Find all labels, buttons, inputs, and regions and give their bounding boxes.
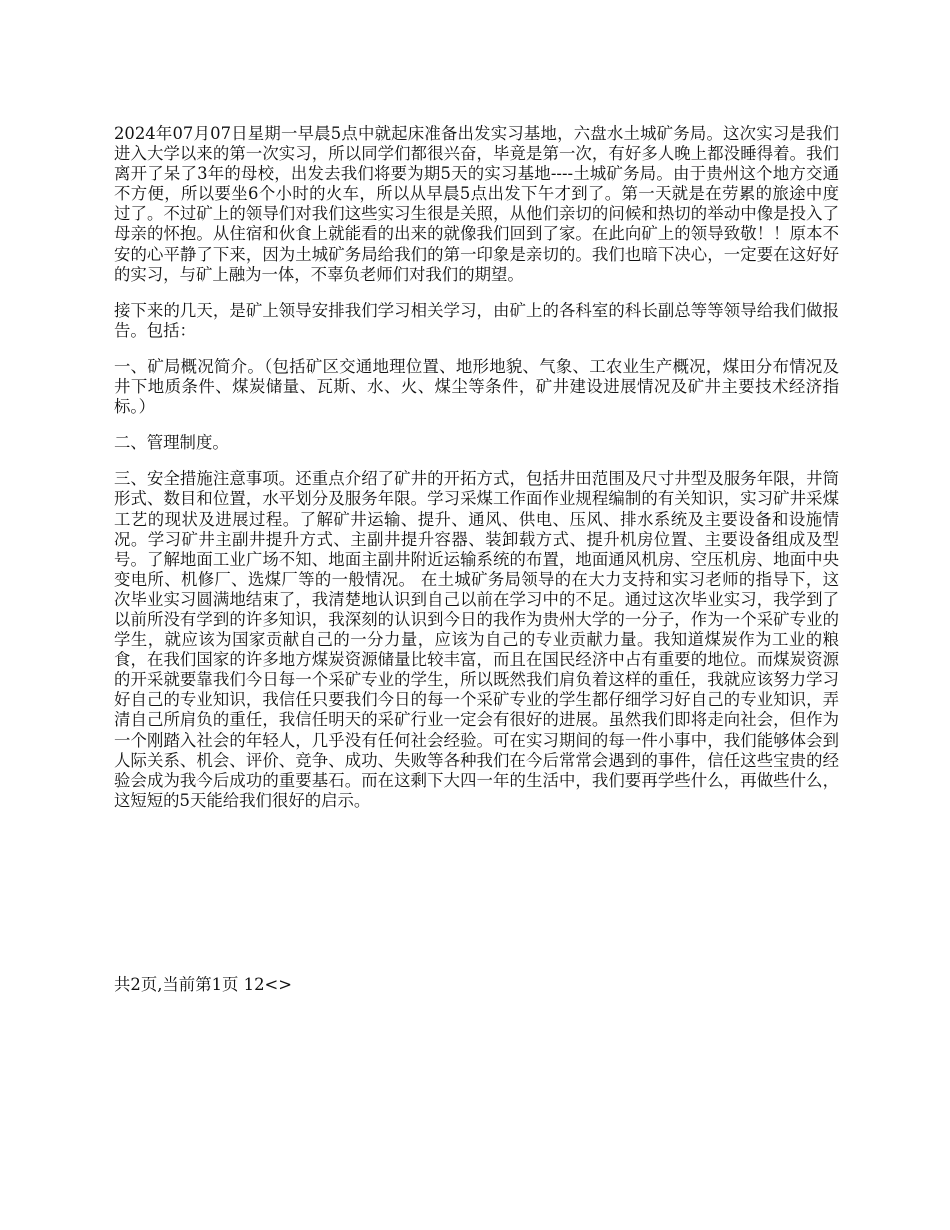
- page-1-link[interactable]: 1: [243, 975, 255, 994]
- paragraph-schedule: 接下来的几天，是矿上领导安排我们学习相关学习，由矿上的各科室的科长副总等等领导给我们做报告。包括：: [114, 300, 839, 340]
- paragraph-item-1: 一、矿局概况简介。（包括矿区交通地理位置、地形地貌、气象、工农业生产概况，煤田分布情况及井下地质条件、煤炭储量、瓦斯、水、火、煤尘等条件，矿井建设进展情况及矿井主要技术经济指标。）: [114, 356, 839, 417]
- pagination-summary: 共2页,当前第1页: [114, 975, 239, 994]
- page-2-link[interactable]: 2: [254, 975, 265, 994]
- prev-page-link[interactable]: <: [264, 975, 279, 994]
- next-page-link[interactable]: >: [278, 975, 292, 994]
- paragraph-item-3: 三、安全措施注意事项。还重点介绍了矿井的开拓方式，包括井田范围及尺寸井型及服务年限，井筒形式、数目和位置，水平划分及服务年限。学习采煤工作面作业规程编制的有关知识，实习矿井采煤工艺的现状及进展过程。了解矿井运输、提升、通风、供电、压风、排水系统及主要设备和设施情况。学习矿井主副井提升方式、主副井提升容器、装卸载方式、提升机房位置、主要设备组成及型号。了解地面工业广场不知、地面主副井附近运输系统的布置，地面通风机房、空压机房、地面中央变电所、机修厂、选煤厂等的一般情况。 在土城矿务局领导的在大力支持和实习老师的指导下，这次毕业实习圆满地结束了，我清楚地认识到自己以前在学习中的不足。通过这次毕业实习，我学到了以前所没有学到的许多知识，我深刻的认识到今日的我作为贵州大学的一分子，作为一个采矿专业的学生，就应该为国家贡献自己的一分力量，应该为自己的专业贡献力量。我知道煤炭作为工业的粮食，在我们国家的许多地方煤炭资源储量比较丰富，而且在国民经济中占有重要的地位。而煤炭资源的开采就要靠我们今日每一个采矿专业的学生，所以既然我们肩负着这样的重任，我就应该努力学习好自己的专业知识，我信任只要我们今日的每一个采矿专业的学生都仔细学习好自己的专业知识，弄清自己所肩负的重任，我信任明天的采矿行业一定会有很好的进展。虽然我们即将走向社会，但作为一个刚踏入社会的年轻人，几乎没有任何社会经验。可在实习期间的每一件小事中，我们能够体会到人际关系、机会、评价、竞争、成功、失败等各种我们在今后常常会遇到的事件，信任这些宝贵的经验会成为我今后成功的重要基石。而在这剩下大四一年的生活中，我们要再学些什么，再做些什么，这短短的5天能给我们很好的启示。: [114, 469, 839, 810]
- paragraph-intro: 2024年07月07日星期一早晨5点中就起床准备出发实习基地，六盘水土城矿务局。这次实习是我们进入大学以来的第一次实习，所以同学们都很兴奋，毕竟是第一次，有好多人晚上都没睡得着。我们离开了呆了3年的母校，出发去我们将要为期5天的实习基地----土城矿务局。由于贵州这个地方交通不方便，所以要坐6个小时的火车，所以从早晨5点出发下午才到了。第一天就是在劳累的旅途中度过了。不过矿上的领导们对我们这些实习生很是关照，从他们亲切的问候和热切的举动中像是投入了母亲的怀抱。从住宿和伙食上就能看的出来的就像我们回到了家。在此向矿上的领导致敬！！原本不安的心平静了下来，因为土城矿务局给我们的第一印象是亲切的。我们也暗下决心，一定要在这好好的实习，与矿上融为一体，不辜负老师们对我们的期望。: [114, 124, 839, 284]
- paragraph-item-2: 二、管理制度。: [114, 433, 229, 453]
- pagination: [114, 975, 292, 995]
- document-body: [114, 124, 839, 811]
